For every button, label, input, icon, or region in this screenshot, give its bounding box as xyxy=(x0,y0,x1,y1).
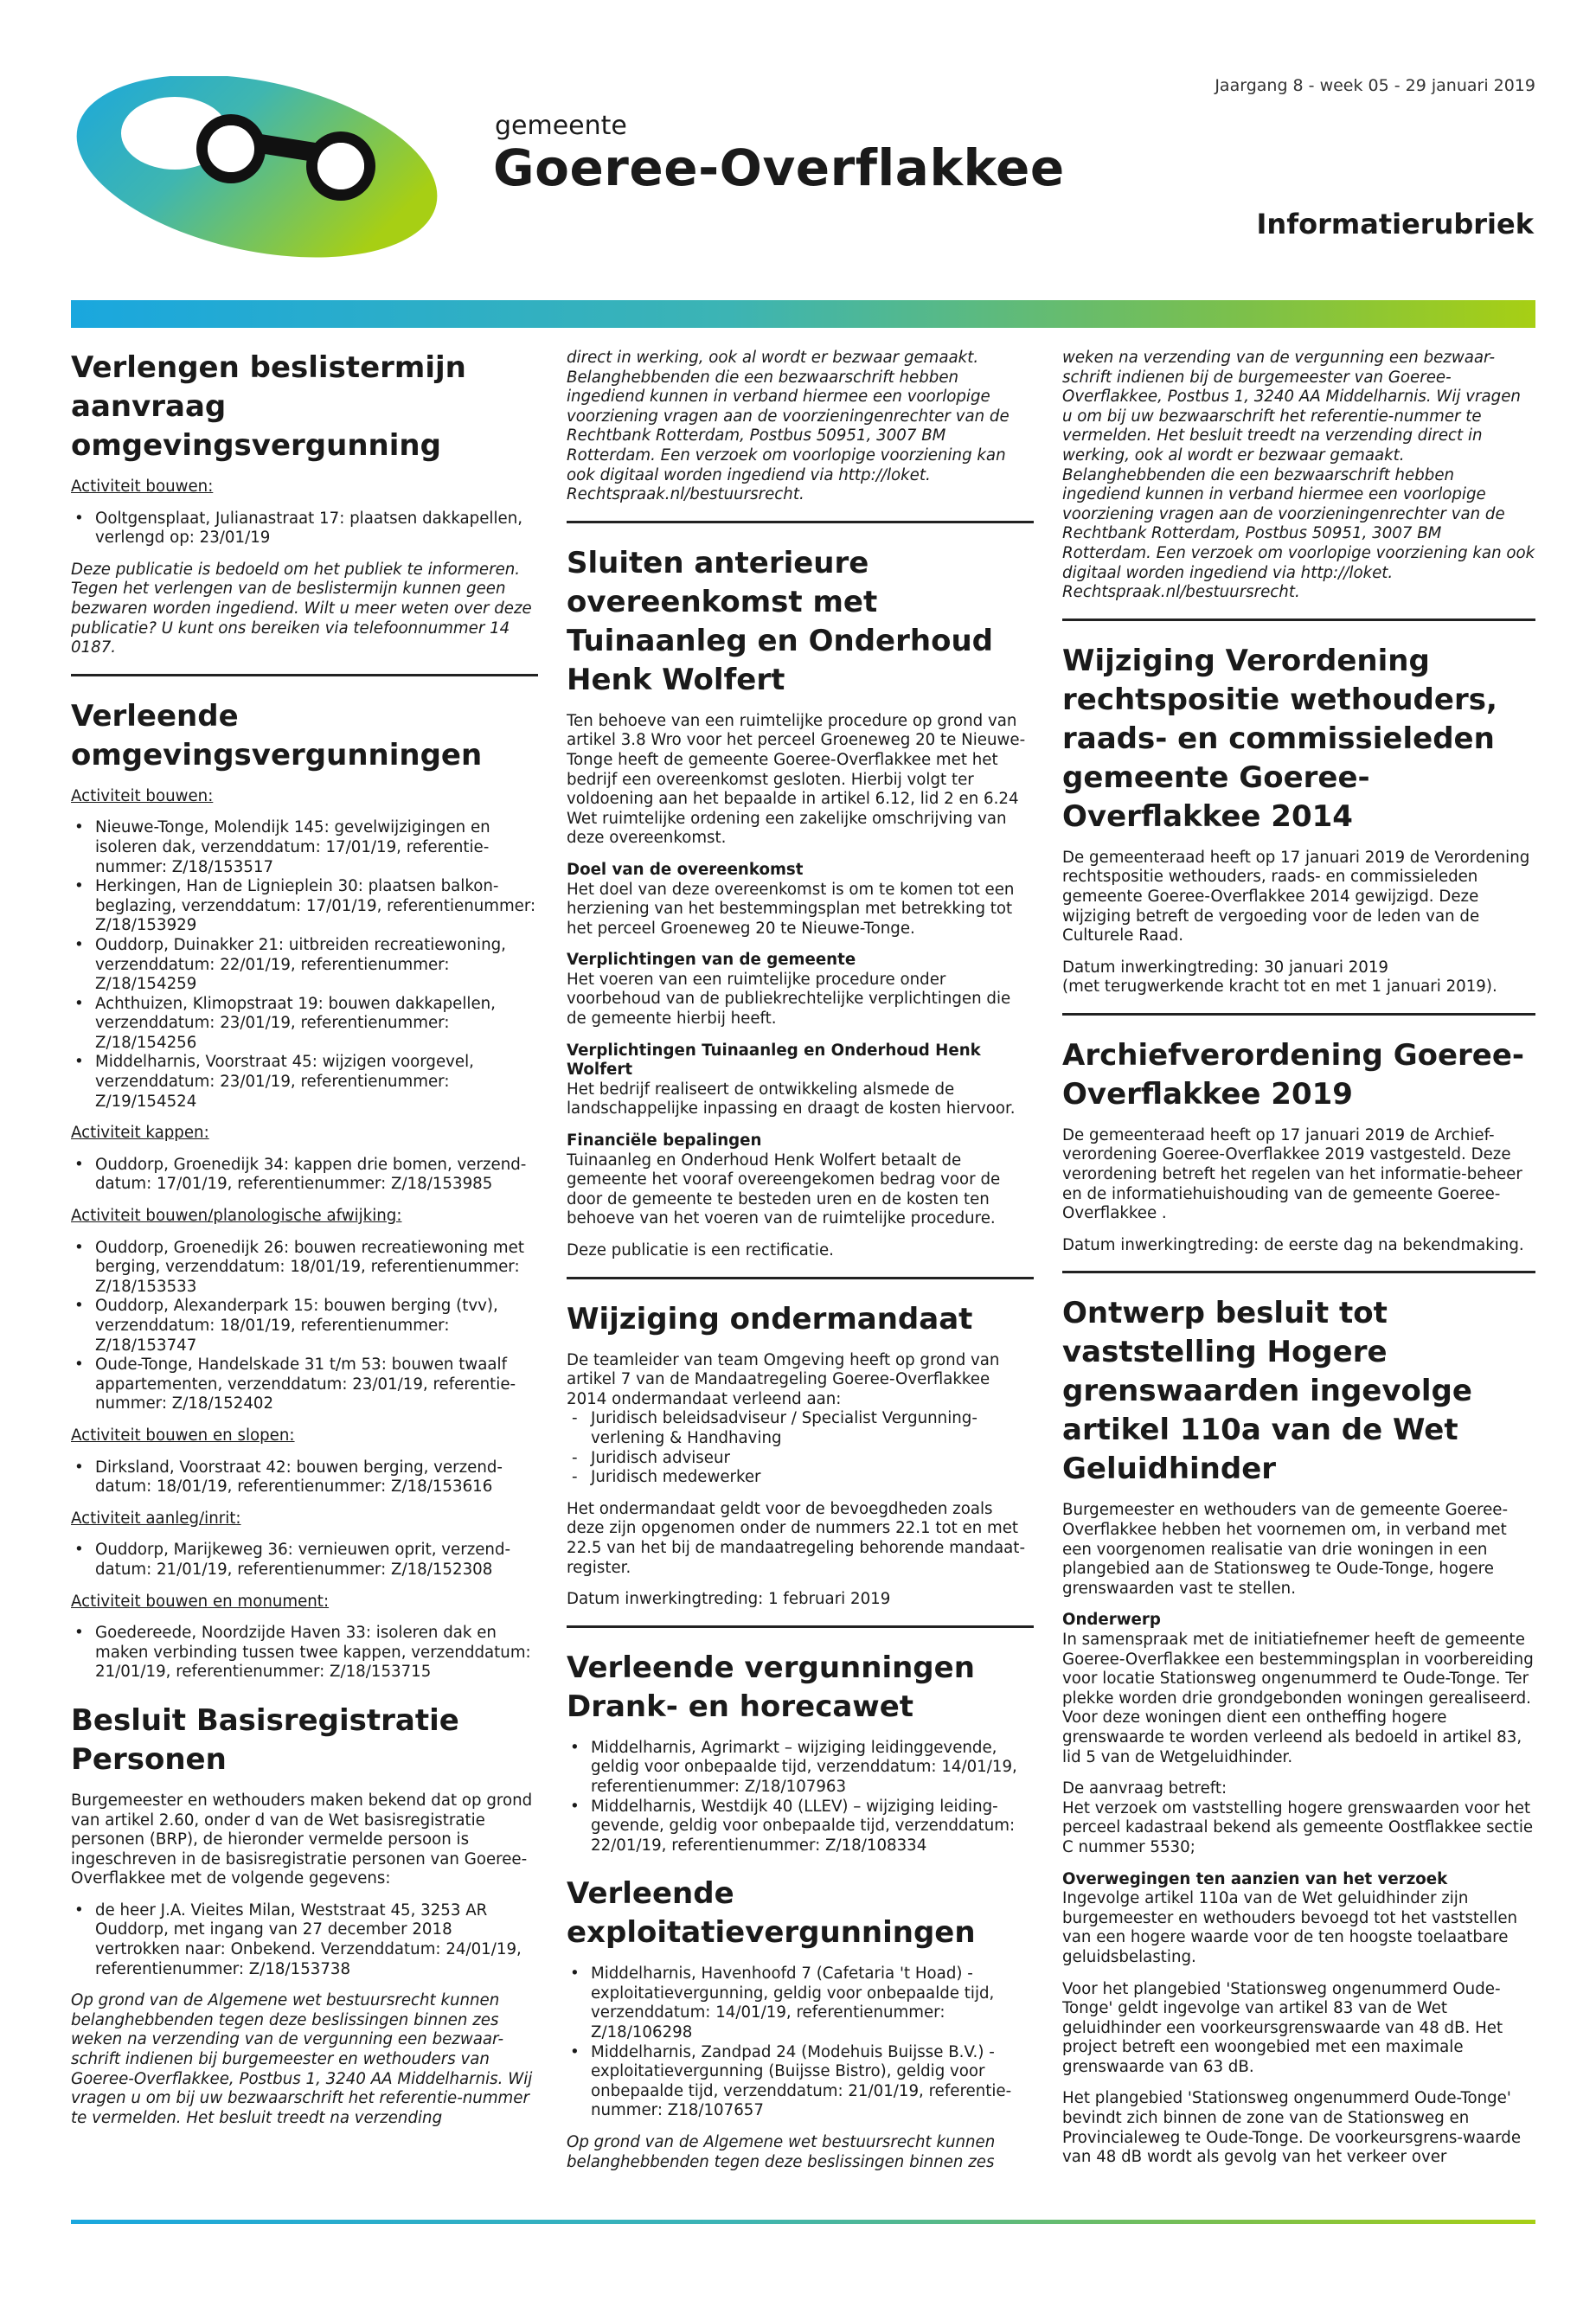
body-text: Het doel van deze overeenkomst is om te komen tot een herziening van het bestemmingsplan met betrekking tot het perceel Groeneweg 20 te Nieuwe-Tonge. xyxy=(567,880,1015,938)
permit-list xyxy=(71,1156,538,1195)
body-text: Ingevolge artikel 110a van de Wet geluidhinder zijn burgemeester en wethouders bevoegd tot het vaststellen van een hogere waarde voor de ten hoogste toelaatbare geluidsbelasting. xyxy=(1062,1889,1518,1966)
body-text: De gemeenteraad heeft op 17 januari 2019 de Verordening rechtspositie wethouders, raads- en commissieleden gemeente Goeree-Overflakkee 2014 gewijzigd. Deze wijziging betreft de vergoeding voor de leden van de Culturele Raad. xyxy=(1062,848,1530,945)
activity-label: Activiteit bouwen en monument: xyxy=(71,1592,330,1611)
body-text: Deze publicatie is een rectificatie. xyxy=(567,1241,834,1259)
list-item: • Goedereede, Noordzijde Haven 33: isoleren dak en maken verbinding tussen twee kappen, verzenddatum: 21/01/19, referentienummer: Z/18/153715 xyxy=(95,1624,538,1682)
list-item: • Ouddorp, Marijkeweg 36: vernieuwen oprit, verzend-datum: 21/01/19, referentienummer: Z/18/152308 xyxy=(95,1541,538,1580)
section-title: Wijziging Verordening rechtspositie wethouders, raads- en commissieleden gemeente Goeree-Overflakkee 2014 xyxy=(1062,643,1497,834)
permit-list xyxy=(71,818,538,1112)
sub-heading: Onderwerp xyxy=(1062,1611,1161,1630)
sub-heading: Overwegingen ten aanzien van het verzoek xyxy=(1062,1869,1448,1888)
body-text: De aanvraag betreft: xyxy=(1062,1779,1227,1798)
divider xyxy=(567,1625,1034,1628)
list-item: • Ouddorp, Duinakker 21: uitbreiden recreatiewoning, verzenddatum: 22/01/19, referentienummer: Z/18/154259 xyxy=(95,936,538,995)
list-item: • Ouddorp, Alexanderpark 15: bouwen berging (tvv), verzenddatum: 18/01/19, referentienummer: Z/18/153747 xyxy=(95,1297,538,1356)
section-title: Besluit Basisregistratie Personen xyxy=(71,1702,459,1777)
permit-list xyxy=(71,510,538,548)
list-item: • Herkingen, Han de Lignieplein 30: plaatsen balkon-beglazing, verzenddatum: 17/01/19, referentienummer: Z/18/153929 xyxy=(95,877,538,936)
permit-list xyxy=(567,1965,1034,2121)
body-text: Datum inwerkingtreding: de eerste dag na bekendmaking. xyxy=(1062,1235,1524,1254)
body-text: Ten behoeve van een ruimtelijke procedure op grond van artikel 3.8 Wro voor het perceel Groeneweg 20 te Nieuwe-Tonge heeft de gemeente Goeree-Overflakkee met het bedrijf een overeenkomst gesloten. Hierbij volgt ter voldoening aan het bepaalde in artikel 6.12, lid 2 en 6.24 Wet ruimtelijke ordening een zakelijke omschrijving van deze overeenkomst. xyxy=(567,711,1026,848)
list-item: • Nieuwe-Tonge, Molendijk 145: gevelwijzigingen en isoleren dak, verzenddatum: 17/01/19, referentie-nummer: Z/18/153517 xyxy=(95,818,538,877)
body-text: Voor het plangebied 'Stationsweg ongenummerd Oude-Tonge' geldt ingevolge van artikel 83 van de Wet geluidhinder een voorkeursgrenswaarde van 48 dB. Het project betreft een woongebied met een maximale grenswaarde van 63 dB. xyxy=(1062,1979,1503,2076)
section-title: Verlengen beslistermijn aanvraag omgevingsvergunning xyxy=(71,350,466,463)
body-text: In samenspraak met de initiatiefnemer heeft de gemeente Goeree-Overflakkee een bestemmingsplan in voorbereiding voor locatie Stationsweg ongenummerd te Oude-Tonge. Ter plekke worden drie grondgebonden woningen gerealiseerd. Voor deze woningen dient een ontheffing hogere grenswaarde te worden verleend als bedoeld in artikel 83, lid 5 van de Wetgeluidhinder. xyxy=(1062,1631,1534,1766)
column-2 xyxy=(567,349,1034,2213)
section-title: Verleende exploitatievergunningen xyxy=(567,1876,976,1951)
divider xyxy=(567,521,1034,523)
section-title: Verleende vergunningen Drank- en horecawet xyxy=(567,1650,975,1724)
brand-label: gemeente xyxy=(495,111,627,141)
sub-heading: Verplichtingen van de gemeente xyxy=(567,951,856,970)
divider xyxy=(1062,1271,1535,1273)
role-list xyxy=(567,1409,1034,1487)
objection-notice: Op grond van de Algemene wet bestuursrecht kunnen belanghebbenden tegen deze beslissingen binnen zes weken na verzending van de vergunning een bezwaar-schrift indienen bij burgemeester en wethouders van Goeree-Overflakkee, Postbus 1, 3240 AA Middelharnis. Wij vragen u om bij uw bezwaarschrift het referentie-nummer te vermelden. Het besluit treedt na verzending xyxy=(71,1991,533,2127)
section-title: Verleende omgevingsvergunningen xyxy=(71,698,483,772)
sub-heading: Financiële bepalingen xyxy=(567,1131,762,1150)
activity-label: Activiteit bouwen: xyxy=(71,786,214,805)
objection-notice-continued: weken na verzending van de vergunning een bezwaar-schrift indienen bij de burgemeester van Goeree-Overflakkee, Postbus 1, 3240 AA Middelharnis. Wij vragen u om bij uw bezwaarschrift het referentie-nummer te vermelden. Het besluit treedt na verzending direct in werking, ook al wordt er bezwaar gemaakt. Belanghebbenden die een bezwaarschrift hebben ingediend kunnen in verband hiermee een voorlopige voorziening vragen aan de voorzieningenrechter van de Rechtbank Rotterdam, Postbus 50951, 3007 BM Rotterdam. Een verzoek om voorlopige voorziening kan ook digitaal worden ingediend via http://loket. Rechtspraak.nl/bestuursrecht. xyxy=(1062,349,1535,602)
permit-list xyxy=(71,1239,538,1414)
section-title: Ontwerp besluit tot vaststelling Hogere grenswaarden ingevolge artikel 110a van de Wet Geluidhinder xyxy=(1062,1296,1472,1487)
body-text: Datum inwerkingtreding: 1 februari 2019 xyxy=(567,1590,891,1609)
section-title: Archiefverordening Goeree-Overflakkee 2019 xyxy=(1062,1037,1525,1112)
permit-list xyxy=(71,1458,538,1497)
divider xyxy=(567,1277,1034,1279)
objection-notice: Op grond van de Algemene wet bestuursrecht kunnen belanghebbenden tegen deze beslissingen binnen zes xyxy=(567,2133,996,2171)
activity-label: Activiteit bouwen en slopen: xyxy=(71,1426,295,1445)
activity-label: Activiteit aanleg/inrit: xyxy=(71,1509,241,1528)
body-text: De gemeenteraad heeft op 17 januari 2019 de Archief-verordening Goeree-Overflakkee 2019 vastgesteld. Deze verordening betreft het regelen van het informatie-beheer en de informatiehuishouding van de gemeente Goeree-Overflakkee . xyxy=(1062,1125,1522,1223)
body-text: Het ondermandaat geldt voor de bevoegdheden zoals deze zijn opgenomen onder de nummers 22.1 tot en met 22.5 van het bij de mandaatregeling behorende mandaat-register. xyxy=(567,1499,1026,1577)
header-gradient-bar xyxy=(71,300,1535,328)
section-title: Wijziging ondermandaat xyxy=(567,1301,973,1336)
list-item: • de heer J.A. Vieites Milan, Weststraat 45, 3253 AR Ouddorp, met ingang van 27 december 2018 vertrokken naar: Onbekend. Verzenddatum: 24/01/19, referentienummer: Z/18/153738 xyxy=(95,1901,538,1979)
list-item: - Juridisch medewerker xyxy=(591,1468,1034,1488)
sub-heading: Verplichtingen Tuinaanleg en Onderhoud Henk Wolfert xyxy=(567,1041,981,1080)
body-text: Het bedrijf realiseert de ontwikkeling alsmede de landschappelijke inpassing en draagt de kosten hiervoor. xyxy=(567,1080,1016,1118)
section-title: Sluiten anterieure overeenkomst met Tuinaanleg en Onderhoud Henk Wolfert xyxy=(567,545,993,697)
list-item: • Middelharnis, Agrimarkt – wijziging leidinggevende, geldig voor onbepaalde tijd, verzenddatum: 14/01/19, referentienummer: Z/18/107963 xyxy=(591,1739,1034,1798)
body-text: Burgemeester en wethouders van de gemeente Goeree-Overflakkee hebben het voornemen om, in verband met een voorgenomen realisatie van drie woningen in een plangebied aan de Stationsweg te Oude-Tonge, hogere grenswaarden vast te stellen. xyxy=(1062,1501,1509,1598)
municipality-logo xyxy=(71,76,452,262)
list-item: • Oude-Tonge, Handelskade 31 t/m 53: bouwen twaalf appartementen, verzenddatum: 23/01/19, referentie-nummer: Z/18/152402 xyxy=(95,1356,538,1414)
list-item: • Dirksland, Voorstraat 42: bouwen berging, verzend-datum: 18/01/19, referentienummer: Z/18/153616 xyxy=(95,1458,538,1497)
activity-label: Activiteit kappen: xyxy=(71,1124,209,1143)
column-1 xyxy=(71,349,538,2213)
list-item: • Middelharnis, Zandpad 24 (Modehuis Buijsse B.V.) - exploitatievergunning (Buijsse Bistro), geldig voor onbepaalde tijd, verzenddatum: 21/01/19, referentie-nummer: Z18/107657 xyxy=(591,2043,1034,2121)
permit-list xyxy=(71,1624,538,1682)
person-list xyxy=(71,1901,538,1979)
list-item: • Middelharnis, Havenhoofd 7 (Cafetaria 't Hoad) - exploitatievergunning, geldig voor onbepaalde tijd, verzenddatum: 14/01/19, referentienummer: Z/18/106298 xyxy=(591,1965,1034,2042)
divider xyxy=(71,674,538,676)
column-3 xyxy=(1062,349,1535,2213)
activity-label: Activiteit bouwen/planologische afwijking: xyxy=(71,1207,402,1226)
list-item: • Middelharnis, Voorstraat 45: wijzigen voorgevel, verzenddatum: 23/01/19, referentienummer: Z/19/154524 xyxy=(95,1053,538,1112)
activity-label: Activiteit bouwen: xyxy=(71,478,214,496)
list-item: - Juridisch adviseur xyxy=(591,1449,1034,1469)
body-text: Het plangebied 'Stationsweg ongenummerd Oude-Tonge' bevindt zich binnen de zone van de Stationsweg en Provincialeweg te Oude-Tonge. De voorkeursgrens-waarde van 48 dB wordt als gevolg van het verkeer over xyxy=(1062,2089,1522,2167)
divider xyxy=(1062,619,1535,621)
body-text: Burgemeester en wethouders maken bekend dat op grond van artikel 2.60, onder d van de Wet basisregistratie personen (BRP), de hieronder vermelde persoon is ingeschreven in de basisregistratie personen van Goeree-Overflakkee met de volgende gegevens: xyxy=(71,1791,533,1888)
list-item: - Juridisch beleidsadviseur / Specialist Vergunning-verlening & Handhaving xyxy=(591,1409,1034,1448)
body-text: De teamleider van team Omgeving heeft op grond van artikel 7 van de Mandaatregeling Goeree-Overflakkee 2014 ondermandaat verleend aan: xyxy=(567,1350,1000,1408)
list-item: • Ouddorp, Groenedijk 26: bouwen recreatiewoning met berging, verzenddatum: 18/01/19, referentienummer: Z/18/153533 xyxy=(95,1239,538,1298)
footer-gradient-bar xyxy=(71,2220,1535,2224)
list-item: • Ooltgensplaat, Julianastraat 17: plaatsen dakkapellen, verlengd op: 23/01/19 xyxy=(95,510,538,548)
list-item: • Achthuizen, Klimopstraat 19: bouwen dakkapellen, verzenddatum: 23/01/19, referentienummer: Z/18/154256 xyxy=(95,995,538,1054)
list-item: • Ouddorp, Groenedijk 34: kappen drie bomen, verzend-datum: 17/01/19, referentienummer: Z/18/153985 xyxy=(95,1156,538,1195)
body-text: Het verzoek om vaststelling hogere grenswaarden voor het perceel kadastraal bekend als gemeente Oostflakkee sectie C nummer 5530; xyxy=(1062,1798,1534,1856)
body-text: Het voeren van een ruimtelijke procedure onder voorbehoud van de publiekrechtelijke verplichtingen die de gemeente hierbij heeft. xyxy=(567,970,1011,1029)
body-text: Tuinaanleg en Onderhoud Henk Wolfert betaalt de gemeente het vooraf overeengekomen bedrag voor de door de gemeente te besteden uren en de kosten ten behoeve van het voeren van de ruimtelijke procedure. xyxy=(567,1150,1001,1228)
rubric-title: Informatierubriek xyxy=(1256,208,1534,240)
edition-info: Jaargang 8 - week 05 - 29 januari 2019 xyxy=(1215,76,1535,95)
body-text: (met terugwerkende kracht tot en met 1 januari 2019). xyxy=(1062,977,1497,997)
objection-notice-continued: direct in werking, ook al wordt er bezwaar gemaakt. Belanghebbenden die een bezwaarschrift hebben ingediend kunnen in verband hiermee een voorlopige voorziening vragen aan de voorzieningenrechter van de Rechtbank Rotterdam, Postbus 50951, 3007 BM Rotterdam. Een verzoek om voorlopige voorziening kan ook digitaal worden ingediend via http://loket. Rechtspraak.nl/bestuursrecht. xyxy=(567,349,1010,504)
permit-list xyxy=(567,1739,1034,1856)
permit-list xyxy=(71,1541,538,1580)
divider xyxy=(1062,1013,1535,1016)
notice-text: Deze publicatie is bedoeld om het publiek te informeren. Tegen het verlengen van de beslistermijn kunnen geen bezwaren worden ingediend. Wilt u meer weten over deze publicatie? U kunt ons bereiken via telefoonnummer 14 0187. xyxy=(71,560,532,657)
sub-heading: Doel van de overeenkomst xyxy=(567,860,804,879)
list-item: • Middelharnis, Westdijk 40 (LLEV) – wijziging leiding-gevende, geldig voor onbepaalde tijd, verzenddatum: 22/01/19, referentienummer: Z/18/108334 xyxy=(591,1798,1034,1856)
body-text: Datum inwerkingtreding: 30 januari 2019 xyxy=(1062,958,1388,977)
brand-name: Goeree-Overflakkee xyxy=(493,138,1065,197)
